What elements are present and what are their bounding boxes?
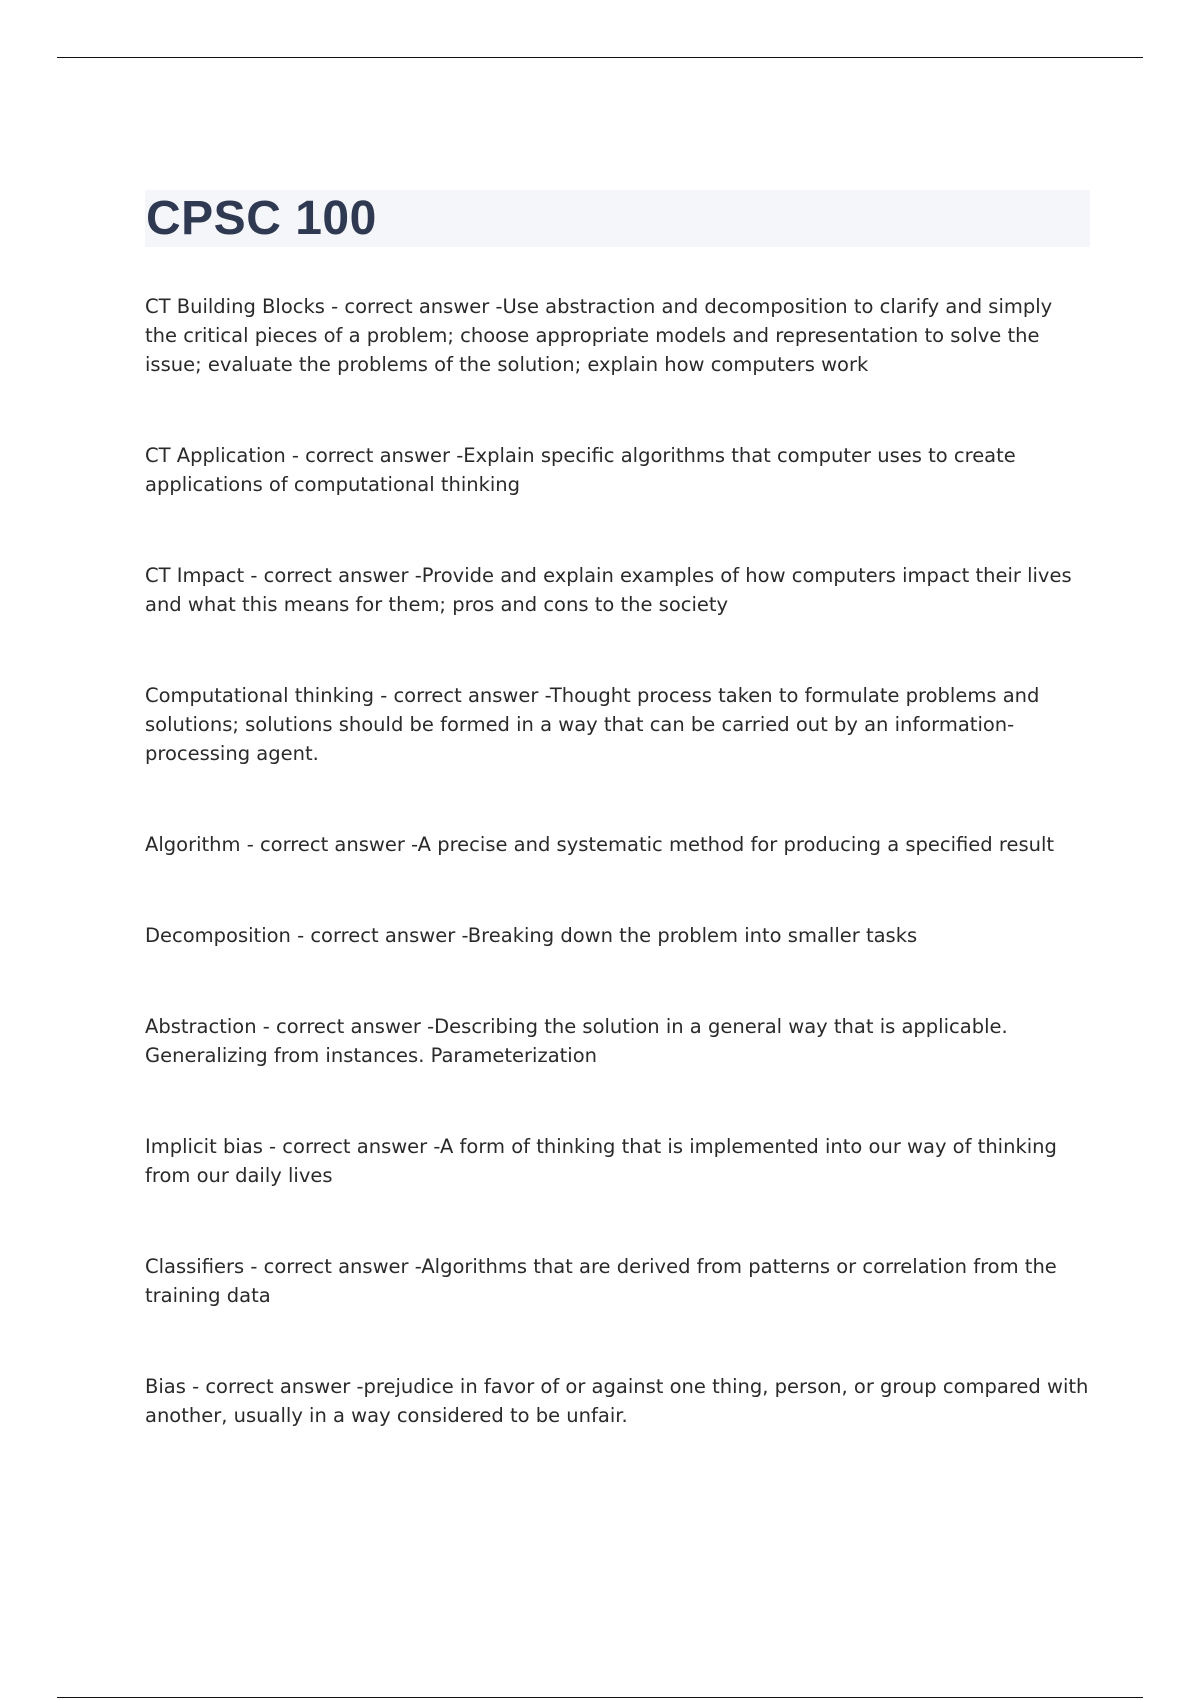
list-item: [145, 1132, 1090, 1190]
list-item: [145, 1372, 1090, 1430]
qa-separator: - correct answer -: [285, 444, 464, 467]
qa-answer: A form of thinking that is implemented into our way of thinking from our daily lives: [145, 1135, 1057, 1187]
qa-answer: Algorithms that are derived from patterns or correlation from the training data: [145, 1255, 1057, 1307]
qa-term: Classifiers: [145, 1255, 245, 1278]
qa-separator: - correct answer -: [262, 1135, 441, 1158]
qa-answer: Describing the solution in a general way that is applicable. Generalizing from instances. Parameterization: [145, 1015, 1008, 1067]
qa-term: CT Building Blocks: [145, 295, 325, 318]
qa-answer: Thought process taken to formulate problems and solutions; solutions should be formed in a way that can be carried out by an information-processing agent.: [145, 684, 1040, 765]
qa-term: CT Impact: [145, 564, 245, 587]
qa-term: Decomposition: [145, 924, 291, 947]
list-item: [145, 921, 1090, 950]
qa-answer: prejudice in favor of or against one thing, person, or group compared with another, usually in a way considered to be unfair.: [145, 1375, 1089, 1427]
list-item: [145, 1252, 1090, 1310]
page-title: CPSC 100: [146, 192, 377, 245]
qa-answer: Explain specific algorithms that computer uses to create applications of computational thinking: [145, 444, 1016, 496]
list-item: [145, 830, 1090, 859]
qa-separator: - correct answer -: [185, 1375, 364, 1398]
qa-term: Implicit bias: [145, 1135, 263, 1158]
qa-answer: Breaking down the problem into smaller tasks: [467, 924, 918, 947]
qa-term: Algorithm: [145, 833, 241, 856]
qa-separator: - correct answer -: [290, 924, 468, 947]
list-item: [145, 292, 1090, 379]
list-item: [145, 441, 1090, 499]
bottom-rule: [57, 1697, 1143, 1698]
qa-list: [145, 292, 1090, 1492]
qa-answer: Use abstraction and decomposition to clarify and simply the critical pieces of a problem; choose appropriate models and representation to solve the issue; evaluate the problems of the solution; explain how computers work: [145, 295, 1053, 376]
qa-answer: Provide and explain examples of how computers impact their lives and what this means for them; pros and cons to the society: [145, 564, 1072, 616]
qa-separator: - correct answer -: [256, 1015, 435, 1038]
list-item: [145, 681, 1090, 768]
qa-term: Bias: [145, 1375, 186, 1398]
qa-separator: - correct answer -: [244, 564, 422, 587]
qa-separator: - correct answer -: [244, 1255, 422, 1278]
qa-separator: - correct answer -: [240, 833, 418, 856]
qa-term: Abstraction: [145, 1015, 257, 1038]
list-item: [145, 561, 1090, 619]
list-item: [145, 1012, 1090, 1070]
qa-term: CT Application: [145, 444, 286, 467]
qa-term: Computational thinking: [145, 684, 375, 707]
qa-separator: - correct answer -: [374, 684, 550, 707]
top-rule: [57, 57, 1143, 58]
qa-separator: - correct answer -: [324, 295, 503, 318]
qa-answer: A precise and systematic method for producing a specified result: [417, 833, 1055, 856]
